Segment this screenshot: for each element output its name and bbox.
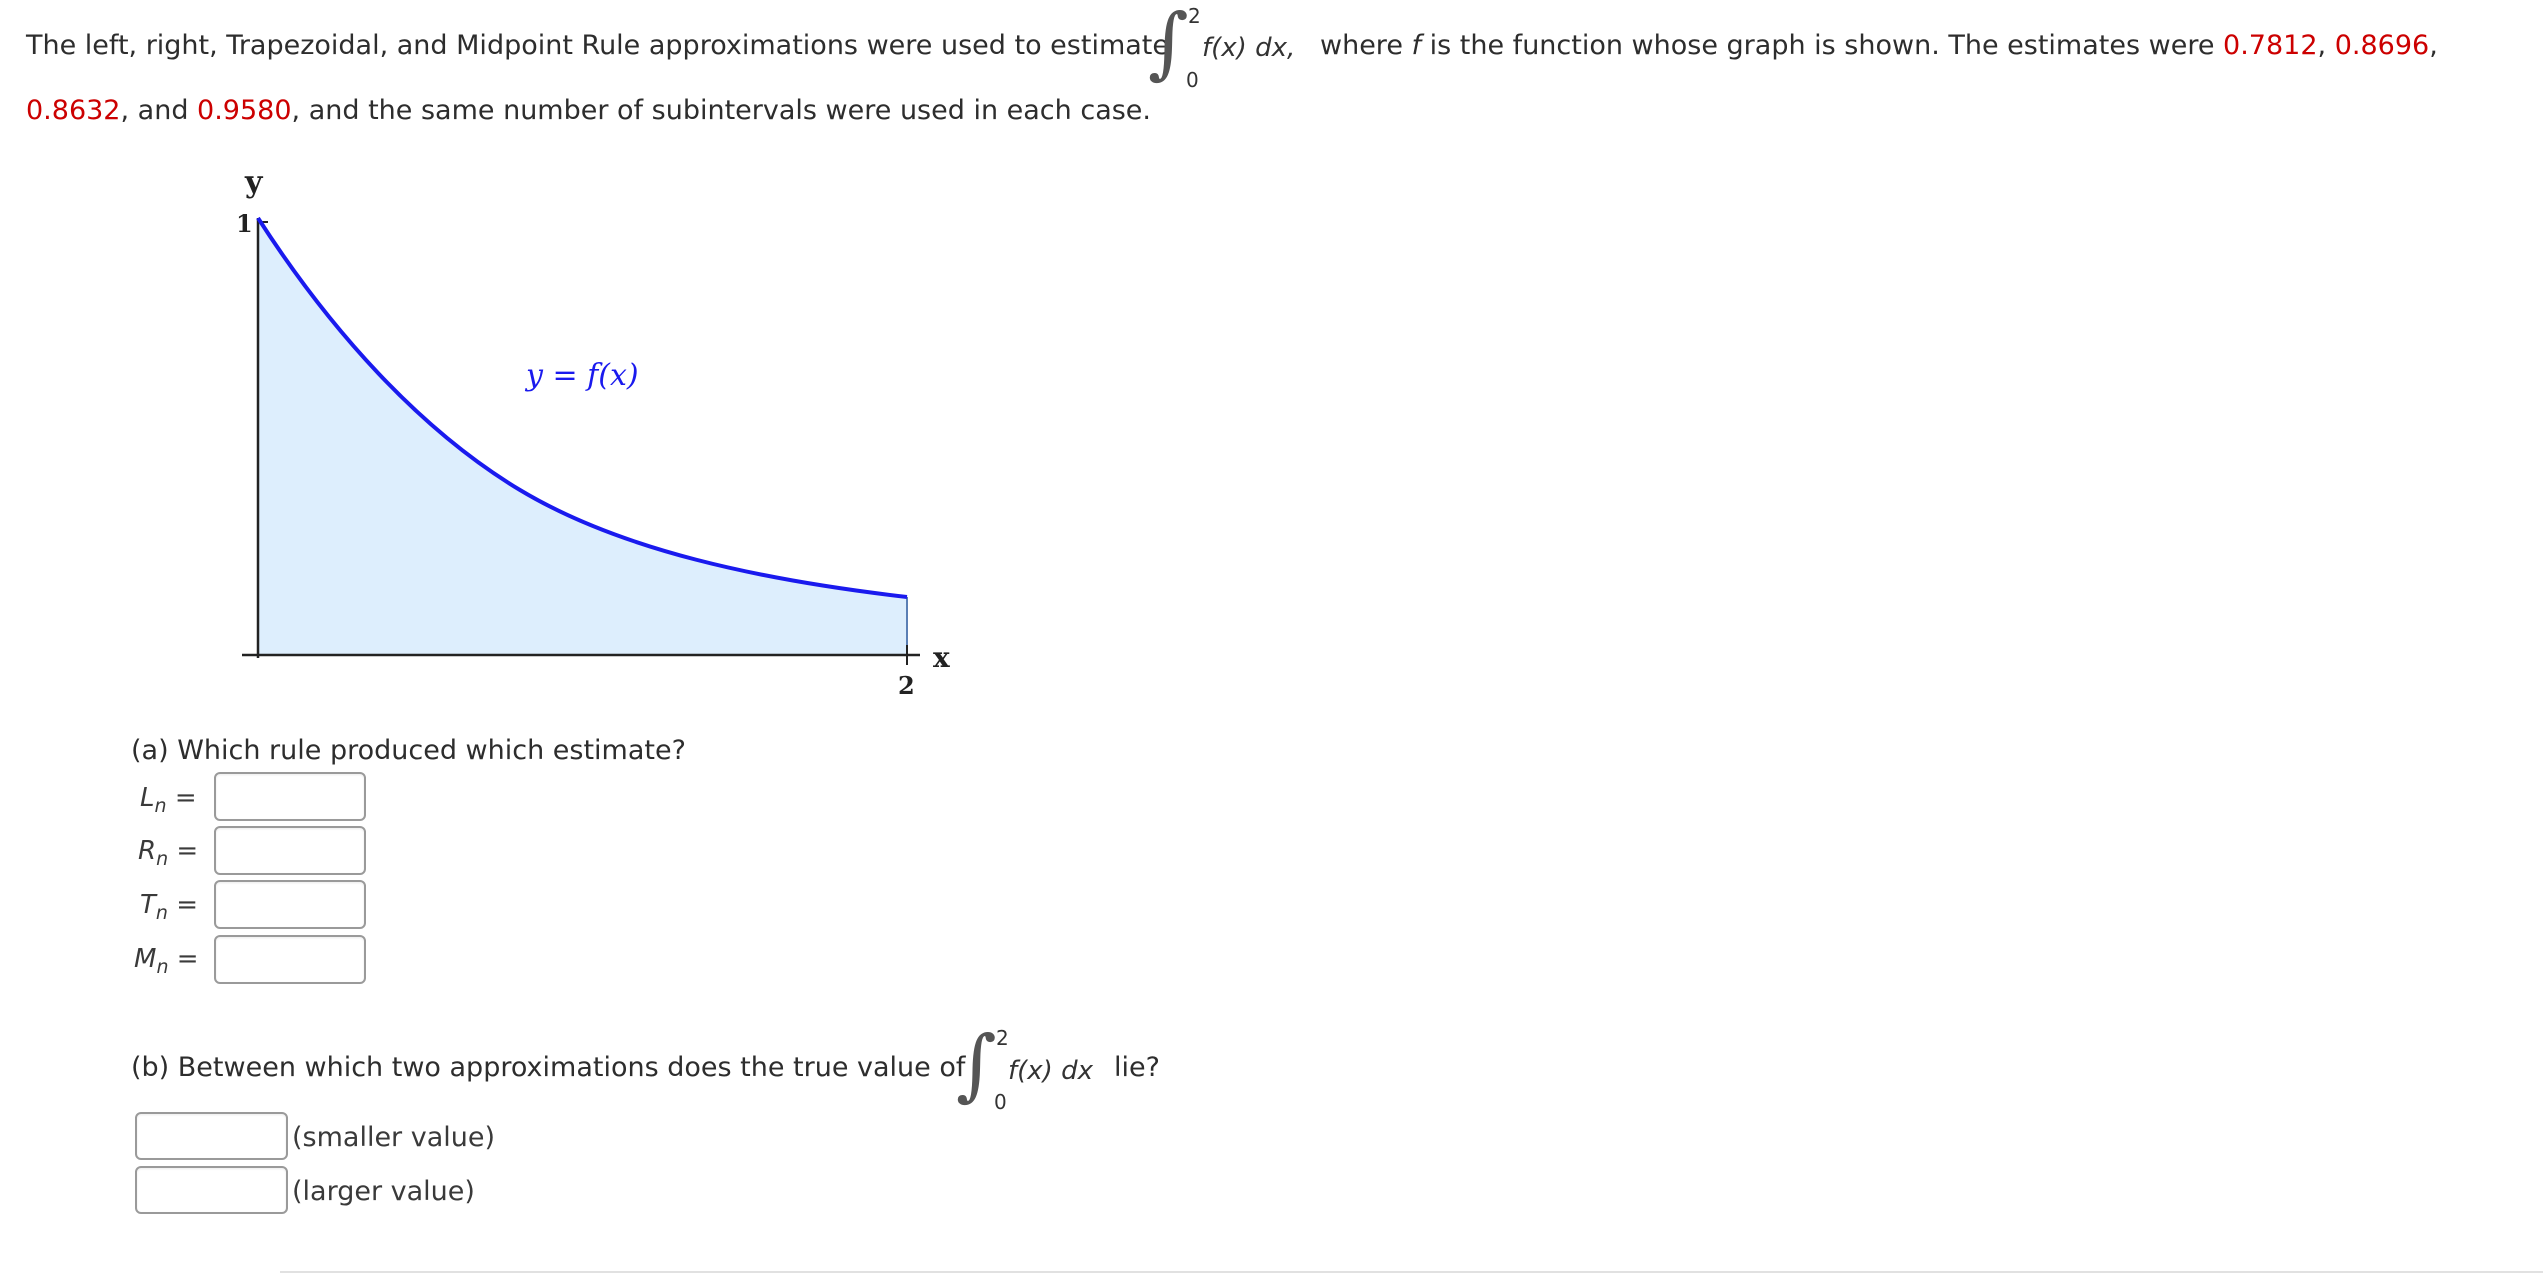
integral-sign: ∫ xyxy=(956,1020,997,1110)
sub-n: n xyxy=(154,795,167,817)
x-tick-label: 2 xyxy=(898,671,915,700)
comma-3: , xyxy=(120,95,130,126)
intro-tail: , and the same number of subintervals were used in each case. xyxy=(291,95,1151,126)
part-a-prompt: (a) Which rule produced which estimate? xyxy=(131,735,686,766)
symbol-t: T xyxy=(140,890,156,920)
part-b-integral xyxy=(956,1022,1106,1112)
symbol-r: R xyxy=(138,836,157,866)
comma-1: , xyxy=(2317,30,2327,61)
right-sum-input[interactable] xyxy=(214,826,366,875)
midpoint-input[interactable] xyxy=(214,935,366,984)
smaller-value-input[interactable] xyxy=(135,1112,288,1160)
symbol-l: L xyxy=(140,783,155,813)
integral-lower-limit: 0 xyxy=(1186,68,1199,92)
y-axis-label: y xyxy=(245,165,263,200)
integral-integrand: f(x) dx xyxy=(1008,1056,1093,1086)
intro-text: The left, right, Trapezoidal, and Midpoint Rule approximations were used to estimate xyxy=(26,30,1169,61)
integral-lower-limit: 0 xyxy=(994,1090,1007,1114)
sub-n: n xyxy=(156,848,169,870)
equals: = xyxy=(176,890,198,920)
larger-value-input[interactable] xyxy=(135,1166,288,1214)
intro-continued: is the function whose graph is shown. The estimates were xyxy=(1429,30,2215,61)
label-left-sum xyxy=(140,785,197,816)
f-variable: f xyxy=(1411,30,1422,61)
integral-upper-limit: 2 xyxy=(996,1026,1009,1050)
integral-expression xyxy=(1148,0,1318,90)
x-axis-label: x xyxy=(933,641,950,674)
equals: = xyxy=(176,944,199,974)
label-trapezoidal xyxy=(140,892,198,923)
sub-n: n xyxy=(155,902,168,924)
estimate-2: 0.8696 xyxy=(2334,30,2430,61)
left-sum-input[interactable] xyxy=(214,772,366,821)
integral-upper-limit: 2 xyxy=(1188,4,1201,28)
sub-n: n xyxy=(156,956,169,978)
bottom-divider xyxy=(280,1271,2543,1273)
intro-line-2: 0.8632, and 0.9580, and the same number of subintervals were used in each case. xyxy=(26,95,1151,126)
equals: = xyxy=(176,836,199,866)
integral-sign: ∫ xyxy=(1148,0,1189,88)
part-b-prompt: (b) Between which two approximations does the true value of xyxy=(131,1052,966,1083)
equals: = xyxy=(174,783,197,813)
symbol-m: M xyxy=(134,944,157,974)
intro-where xyxy=(1320,32,2438,59)
where-word: where xyxy=(1320,30,1403,61)
area-under-curve xyxy=(258,218,907,655)
curve-label: y = f(x) xyxy=(526,358,639,393)
function-graph xyxy=(0,0,1000,720)
estimate-1: 0.7812 xyxy=(2223,30,2318,61)
larger-value-label: (larger value) xyxy=(292,1176,475,1207)
smaller-value-label: (smaller value) xyxy=(292,1122,496,1153)
label-midpoint xyxy=(134,946,199,977)
part-b-suffix: lie? xyxy=(1114,1052,1160,1083)
estimate-3: 0.8632 xyxy=(26,95,121,126)
y-tick-label: 1 xyxy=(236,209,253,238)
estimate-4: 0.9580 xyxy=(197,95,292,126)
label-right-sum xyxy=(138,838,198,869)
comma-2: , xyxy=(2429,30,2438,61)
integral-integrand: f(x) dx, xyxy=(1202,33,1296,63)
trapezoidal-input[interactable] xyxy=(214,880,366,929)
